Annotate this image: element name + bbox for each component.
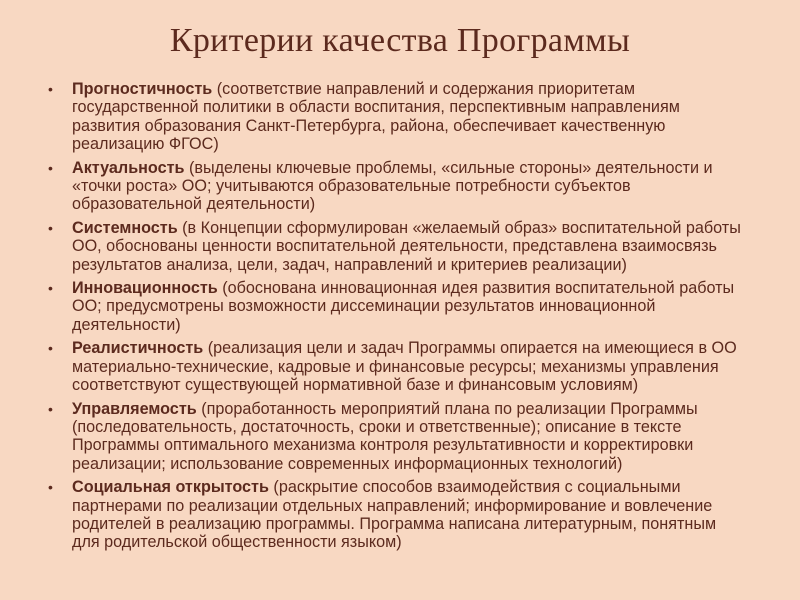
criterion-term: Актуальность [72,158,185,177]
criterion-term: Системность [72,218,178,237]
criterion-item [48,478,748,552]
criterion-description: (соответствие направлений и содержания приоритетам государственной политики в области воспитания, перспективным направлениям развития образования Санкт-Петербурга, района, обеспечивает качественную реализацию ФГОС) [72,80,680,154]
criterion-description: (раскрытие способов взаимодействия с социальными партнерами по реализации отдельных направлений; информирование и вовлечение родителей в реализацию программы. Программа написана литературным, понятным для родительской общественности языком) [72,478,717,552]
criterion-item [48,159,748,214]
criterion-item [48,219,748,274]
criteria-list [48,80,748,557]
criterion-description: (выделены ключевые проблемы, «сильные стороны» деятельности и «точки роста» ОО; учитываются образовательные потребности субъектов образовательной деятельности) [72,158,713,214]
bullet-icon: • [48,280,53,297]
criterion-term: Управляемость [72,399,197,418]
criterion-term: Прогностичность [72,80,213,98]
bullet-icon: • [48,219,53,236]
criterion-term: Социальная открытость [72,478,269,497]
criterion-description: (реализация цели и задач Программы опирается на имеющиеся в ОО материально-технические, кадровые и финансовые ресурсы; механизмы управления соответствуют существующей нормативной базе и финансовым условиям) [72,339,737,395]
bullet-icon: • [48,400,53,417]
criterion-term: Реалистичность [72,339,204,358]
criterion-item [48,80,748,154]
bullet-icon: • [48,81,53,97]
bullet-icon: • [48,340,53,357]
criterion-description: (в Концепции сформулирован «желаемый образ» воспитательной работы ОО, обоснованы ценности воспитательной деятельности, представлена взаимосвязь результатов анализа, цели, задач, направлений и критериев реализации) [72,218,741,274]
slide-title: Критерии качества Программы [169,22,631,59]
criterion-item [48,279,748,334]
criterion-description: (обоснована инновационная идея развития воспитательной работы ОО; предусмотрены возможности диссеминации результатов инновационной деятельности) [72,279,735,334]
bullet-icon: • [48,479,53,496]
criterion-description: (проработанность мероприятий плана по реализации Программы (последовательность, достаточность, сроки и ответственные); описание в тексте Программы оптимального механизма контроля результативности и корректировки реализации; использование современных информационных технологий) [72,399,698,473]
criterion-term: Инновационность [72,279,218,298]
criterion-item [48,400,748,474]
bullet-icon: • [48,159,53,176]
criterion-item [48,339,748,394]
